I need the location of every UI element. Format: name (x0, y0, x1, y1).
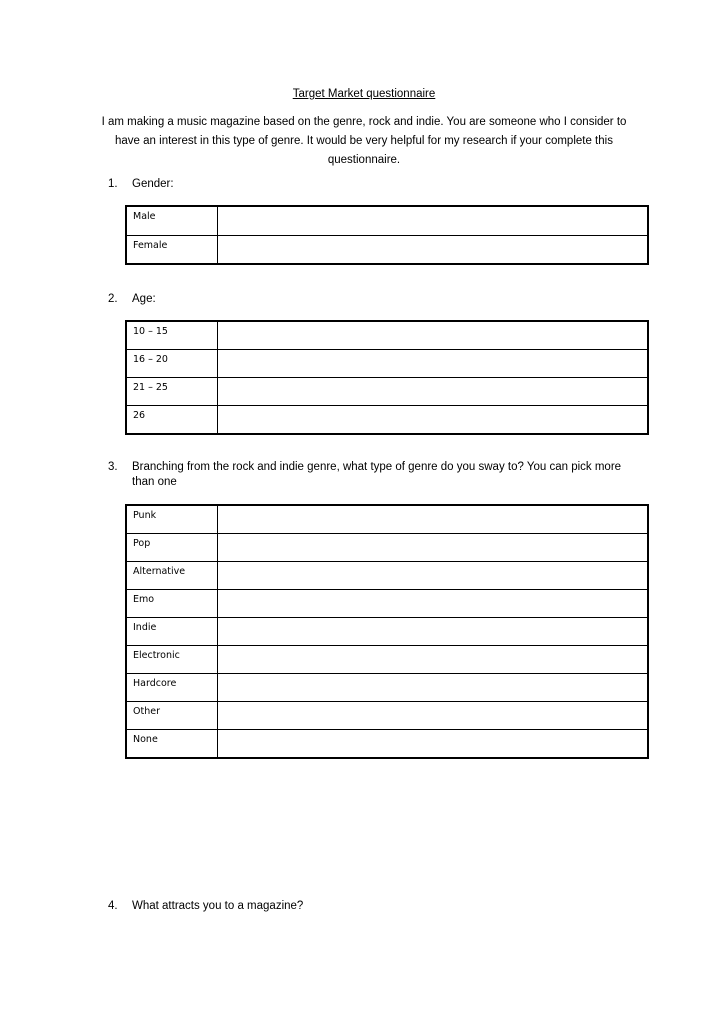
option-row (126, 349, 648, 377)
option-row (126, 701, 648, 729)
option-row (126, 405, 648, 434)
answer-cell[interactable] (217, 617, 648, 645)
option-label: Indie (126, 617, 217, 645)
answer-cell[interactable] (217, 701, 648, 729)
option-label: Other (126, 701, 217, 729)
question-text: What attracts you to a magazine? (132, 900, 304, 912)
option-row (126, 729, 648, 758)
document-title: Target Market questionnaire (292, 88, 436, 100)
option-label: 26 (126, 405, 217, 434)
question-number: 3. (108, 461, 118, 473)
option-label: Female (126, 235, 217, 264)
answer-cell[interactable] (217, 405, 648, 434)
option-label: Emo (126, 589, 217, 617)
answer-cell[interactable] (217, 377, 648, 405)
option-label: Male (126, 206, 217, 235)
option-row (126, 673, 648, 701)
option-label: 10 – 15 (126, 321, 217, 349)
answer-cell[interactable] (217, 235, 648, 264)
option-label: None (126, 729, 217, 758)
intro-paragraph: I am making a music magazine based on the genre, rock and indie. You are someone who I consider to have an interest in this type of genre. It would be very helpful for my research if your complete this questionnaire. (101, 116, 627, 166)
answer-cell[interactable] (217, 206, 648, 235)
gender-options-table (125, 205, 649, 265)
option-row (126, 645, 648, 673)
option-row (126, 206, 648, 235)
option-label: 21 – 25 (126, 377, 217, 405)
option-row (126, 533, 648, 561)
answer-cell[interactable] (217, 673, 648, 701)
age-options-table (125, 320, 649, 435)
option-row (126, 321, 648, 349)
option-label: Alternative (126, 561, 217, 589)
option-row (126, 561, 648, 589)
option-label: Hardcore (126, 673, 217, 701)
option-row (126, 235, 648, 264)
question-text: Age: (132, 293, 156, 305)
question-text: Branching from the rock and indie genre, what type of genre do you sway to? You can pick more than one (132, 461, 622, 488)
option-row (126, 377, 648, 405)
option-row (126, 505, 648, 533)
question-number: 1. (108, 178, 118, 190)
question-number: 2. (108, 293, 118, 305)
answer-cell[interactable] (217, 533, 648, 561)
question-number: 4. (108, 900, 118, 912)
answer-cell[interactable] (217, 321, 648, 349)
option-row (126, 617, 648, 645)
option-label: Pop (126, 533, 217, 561)
answer-cell[interactable] (217, 729, 648, 758)
option-label: Electronic (126, 645, 217, 673)
answer-cell[interactable] (217, 349, 648, 377)
answer-cell[interactable] (217, 589, 648, 617)
genre-options-table (125, 504, 649, 759)
option-label: Punk (126, 505, 217, 533)
question-text: Gender: (132, 178, 174, 190)
option-label: 16 – 20 (126, 349, 217, 377)
answer-cell[interactable] (217, 505, 648, 533)
answer-cell[interactable] (217, 561, 648, 589)
answer-cell[interactable] (217, 645, 648, 673)
option-row (126, 589, 648, 617)
